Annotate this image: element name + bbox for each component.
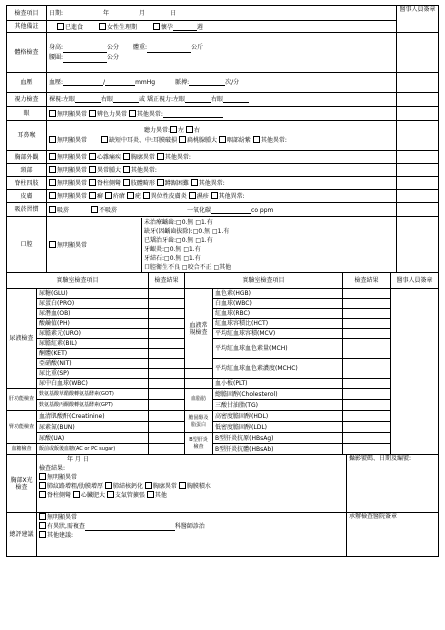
chest-row bbox=[47, 151, 397, 164]
xray-opt-checkbox[interactable] bbox=[107, 491, 114, 498]
urine-item: 酮體(KET) bbox=[37, 349, 149, 359]
chest-abnormal-checkbox[interactable] bbox=[123, 153, 130, 160]
hep-group: B型肝炎檢查 bbox=[185, 433, 213, 455]
neck-other-label: 其他異常: bbox=[130, 167, 157, 174]
waist-unit: 公分 bbox=[107, 53, 120, 61]
ua-result[interactable] bbox=[149, 433, 185, 444]
ent-row bbox=[47, 121, 397, 151]
hdl-item: 高密度膽固醇(HDL) bbox=[213, 411, 343, 422]
summary-item: 總評建議 bbox=[7, 513, 37, 557]
lab-header-2: 實驗室檢查項目 bbox=[185, 273, 343, 289]
other-notes-label: 其他備註 bbox=[7, 21, 47, 33]
spine-normal-checkbox[interactable] bbox=[49, 179, 56, 186]
spine-other-checkbox[interactable] bbox=[191, 179, 198, 186]
tg-result[interactable] bbox=[343, 400, 391, 411]
tg-item: 三酸甘油脂(TG) bbox=[213, 400, 343, 411]
ent-normal-label: 無明顯異常 bbox=[57, 136, 88, 144]
tonsil-label: 扁桃腺腫大 bbox=[186, 136, 217, 144]
bp-row bbox=[47, 73, 397, 93]
urine-result[interactable] bbox=[149, 319, 185, 329]
spine-other-label: 其他異常: bbox=[198, 180, 225, 187]
co-unit: co ppm bbox=[251, 206, 274, 214]
naked-right-label: 右眼 bbox=[101, 96, 114, 103]
summary-opt-label: 其他建議: bbox=[47, 532, 74, 539]
urine-item: 尿中白血球(WBC) bbox=[37, 379, 149, 389]
hbsag-result[interactable] bbox=[343, 433, 391, 444]
urine-item: 尿蛋白(PRO) bbox=[37, 299, 149, 309]
smokes-label: 吸菸 bbox=[57, 206, 70, 214]
xray-opt-checkbox[interactable] bbox=[73, 491, 80, 498]
period-label: 女性生理期 bbox=[106, 23, 137, 31]
chest-normal-label: 無明顯異常 bbox=[57, 154, 88, 161]
blood-result[interactable] bbox=[343, 339, 391, 359]
summary-recheck-checkbox[interactable] bbox=[39, 522, 46, 529]
hearing-label: 聽力異常: bbox=[144, 126, 171, 134]
naked-left-label: 裸視:左眼 bbox=[49, 96, 76, 103]
xray-opt-checkbox[interactable] bbox=[147, 491, 154, 498]
ldl-item: 低密度膽固醇(LDL) bbox=[213, 422, 343, 433]
summary-other-checkbox[interactable] bbox=[39, 531, 46, 538]
blood-result[interactable] bbox=[343, 299, 391, 309]
blood-result[interactable] bbox=[343, 379, 391, 389]
xray-opt-label: 心臟肥大 bbox=[80, 492, 105, 499]
other-notes-row bbox=[47, 21, 397, 33]
urine-item: 尿糖(GLU) bbox=[37, 289, 149, 299]
color-blind-label: 辨色力異常 bbox=[96, 110, 127, 118]
period-checkbox[interactable] bbox=[99, 23, 106, 30]
got-item: 麩氨基酸草醋酸轉氨基酵素(GOT) bbox=[37, 389, 149, 400]
month-label: 月 bbox=[139, 9, 146, 17]
hearing-right-checkbox[interactable] bbox=[186, 126, 193, 133]
xray-opt-label: 其他 bbox=[154, 492, 167, 499]
blood-item: 血色素(HGB) bbox=[213, 289, 343, 299]
neck-normal-label: 無明顯異常 bbox=[57, 167, 88, 174]
weight-unit: 公斤 bbox=[191, 43, 204, 51]
oral-line: 缺牙(因齲齒拔除):□0.無 □1.有 bbox=[144, 227, 230, 235]
urine-item: 酸鹼值(PH) bbox=[37, 319, 149, 329]
staff-sign-header-2: 醫事人員簽章 bbox=[391, 273, 439, 289]
lab-result-header-2: 檢查結果 bbox=[343, 273, 391, 289]
atopic-label: 異位性皮膚炎 bbox=[150, 193, 187, 200]
pulse-unit: 次/分 bbox=[225, 79, 240, 86]
vision-item: 視力檢查 bbox=[7, 93, 47, 107]
xray-opt-label: 胸廓異常 bbox=[152, 483, 177, 490]
otitis-label: 缺短中耳炎、中:耳膜破損 bbox=[109, 136, 178, 144]
urine-result[interactable] bbox=[149, 289, 185, 299]
blood-item: 平均紅血球血色素量(MCH) bbox=[213, 339, 343, 359]
film-no: 攝影號碼、日期及編號: bbox=[347, 455, 439, 513]
liver-group: 肝功能檢查 bbox=[7, 389, 37, 411]
lipoprotein-group: 膽固醇及脂蛋白 bbox=[185, 411, 213, 433]
blood-result[interactable] bbox=[343, 289, 391, 299]
blood-group: 血液常規檢查 bbox=[185, 289, 213, 369]
gpt-item: 麩氨基酸丙酮酸轉氨基酵素(GPT) bbox=[37, 400, 149, 411]
oral-normal-checkbox[interactable] bbox=[49, 241, 56, 248]
day-label: 日 bbox=[170, 9, 177, 17]
blood-item: 平均紅血球血色素濃度(MCHC) bbox=[213, 359, 343, 379]
eye-row bbox=[47, 107, 397, 121]
blood-item: 血小板(PLT) bbox=[213, 379, 343, 389]
xray-normal-checkbox[interactable] bbox=[39, 473, 46, 480]
oral-line: 已矯治牙齒:□0.無 □1.有 bbox=[144, 236, 213, 244]
hives-label: 濕疹 bbox=[196, 193, 209, 200]
health-exam-form bbox=[6, 5, 438, 618]
murmur-checkbox[interactable] bbox=[89, 153, 96, 160]
hives-checkbox[interactable] bbox=[189, 192, 196, 199]
eye-normal-label: 無明顯異常 bbox=[57, 110, 88, 118]
murmur-label: 心雜痛疾 bbox=[96, 154, 121, 161]
urine-result[interactable] bbox=[149, 359, 185, 369]
limbs-label: 肢體畸形 bbox=[130, 180, 155, 187]
no-smoke-checkbox[interactable] bbox=[91, 206, 98, 213]
atopic-checkbox[interactable] bbox=[143, 192, 150, 199]
joints-checkbox[interactable] bbox=[157, 179, 164, 186]
urine-result[interactable] bbox=[149, 379, 185, 389]
smokes-checkbox[interactable] bbox=[49, 206, 56, 213]
staff-sign-header: 醫事人員簽章 bbox=[397, 6, 439, 33]
weeks-label: 週 bbox=[196, 23, 203, 31]
blood-item: 紅血球(RBC) bbox=[213, 309, 343, 319]
blood-item: 白血球(WBC) bbox=[213, 299, 343, 309]
lab-sign-area[interactable] bbox=[391, 289, 439, 455]
ent-other-checkbox[interactable] bbox=[253, 136, 260, 143]
chol-item: 總膽固醇(Cholesterol) bbox=[213, 389, 343, 400]
bun-result[interactable] bbox=[149, 422, 185, 433]
xray-opt-checkbox[interactable] bbox=[145, 482, 152, 489]
urine-result[interactable] bbox=[149, 369, 185, 379]
no-smoke-label: 不吸菸 bbox=[99, 206, 118, 214]
summary-row bbox=[37, 513, 347, 557]
skin-item: 皮膚 bbox=[7, 190, 47, 203]
oral-item: 口腔 bbox=[7, 217, 47, 273]
corrected-right-field[interactable] bbox=[223, 96, 249, 103]
summary-opt-label: 有異狀,需複查 bbox=[47, 523, 85, 530]
oral-line: 牙結石:□0.無 □1.有 bbox=[144, 254, 201, 262]
creat-item: 血清肌酸酐(Creatinine) bbox=[37, 411, 149, 422]
bp-item: 血壓 bbox=[7, 73, 47, 93]
oral-details bbox=[141, 218, 231, 272]
ac-item: 飯前或飯後血糖(AC or PC sugar) bbox=[37, 444, 149, 455]
tonsil-checkbox[interactable] bbox=[179, 136, 186, 143]
xray-opt-label: 脊柱側彎 bbox=[47, 492, 72, 499]
oral-line: 牙齦炎:□0.無 □1.有 bbox=[144, 245, 201, 253]
skin-normal-checkbox[interactable] bbox=[49, 192, 56, 199]
bp-label: 血壓: bbox=[49, 79, 64, 86]
thyroid-label: 異常腫大 bbox=[96, 167, 121, 174]
naked-right-field[interactable] bbox=[113, 96, 139, 103]
joints-label: 蹲踞困難 bbox=[164, 180, 189, 187]
eczema-label: 疥瘡 bbox=[112, 193, 125, 200]
scoliosis-label: 脊柱側彎 bbox=[96, 180, 121, 187]
xray-normal-label: 無明顯異常 bbox=[47, 474, 78, 481]
got-result[interactable] bbox=[149, 389, 185, 400]
oral-line: 口腔衛生不良 □咬合不正 □其他 bbox=[144, 263, 232, 271]
bp-slash: / bbox=[103, 79, 106, 86]
urine-result[interactable] bbox=[149, 299, 185, 309]
eye-other-field[interactable] bbox=[163, 111, 223, 118]
year-label: 年 bbox=[103, 9, 110, 17]
ua-item: 尿酸(UA) bbox=[37, 433, 149, 444]
pharyngitis-checkbox[interactable] bbox=[219, 136, 226, 143]
co-field[interactable] bbox=[211, 207, 251, 214]
xray-opt-label: 胸膜積水 bbox=[186, 483, 211, 490]
clinic-field[interactable] bbox=[85, 524, 175, 531]
hdl-result[interactable] bbox=[343, 411, 391, 422]
hearing-right-label: 右 bbox=[193, 126, 200, 134]
height-unit: 公分 bbox=[107, 43, 120, 51]
ac-result[interactable] bbox=[149, 444, 185, 455]
smoking-item: 吸菸習慣 bbox=[7, 203, 47, 217]
waist-label: 腰圍: bbox=[49, 53, 64, 61]
ent-normal-checkbox[interactable] bbox=[49, 136, 56, 143]
spine-item: 脊柱四肢 bbox=[7, 177, 47, 190]
bp-systolic-field[interactable] bbox=[63, 79, 106, 86]
urine-result[interactable] bbox=[149, 329, 185, 339]
body-exam-label: 體格檢查 bbox=[7, 33, 47, 73]
smoking-row bbox=[47, 203, 397, 217]
oral-line: 未治療齲齒:□0.無 □1.有 bbox=[144, 218, 213, 226]
sugar-group: 血糖檢查 bbox=[7, 444, 37, 455]
creat-result[interactable] bbox=[149, 411, 185, 422]
eye-normal-checkbox[interactable] bbox=[49, 110, 56, 117]
otitis-checkbox[interactable] bbox=[101, 136, 108, 143]
xray-opt-label: 肺結核鈣化 bbox=[112, 483, 143, 490]
scoliosis-checkbox[interactable] bbox=[89, 179, 96, 186]
blood-item: 紅血球容積比(HCT) bbox=[213, 319, 343, 329]
skin-row bbox=[47, 190, 397, 203]
xray-opt-label: 肺紋路增粗/肋膜增厚 bbox=[47, 483, 104, 490]
kidney-group: 腎功能檢查 bbox=[7, 411, 37, 444]
hearing-left-label: 左 bbox=[178, 126, 185, 134]
skin-normal-label: 無明顯異常 bbox=[57, 193, 88, 200]
blood-result[interactable] bbox=[343, 359, 391, 379]
pulse-field[interactable] bbox=[189, 79, 225, 86]
oral-normal-label: 無明顯異常 bbox=[57, 241, 88, 249]
body-exam-fields bbox=[47, 33, 397, 73]
blood-group-spacer bbox=[185, 369, 213, 379]
urine-item: 尿膽素元(URO) bbox=[37, 329, 149, 339]
urine-item: 尿潛血(OB) bbox=[37, 309, 149, 319]
scabies-checkbox[interactable] bbox=[89, 192, 96, 199]
fasted-checkbox[interactable] bbox=[57, 23, 64, 30]
xray-row bbox=[37, 455, 347, 513]
chest-normal-checkbox[interactable] bbox=[49, 153, 56, 160]
antihbs-result[interactable] bbox=[343, 444, 391, 455]
hbsag-item: B型肝炎抗原(HBsAg) bbox=[213, 433, 343, 444]
bp-diastolic-field[interactable] bbox=[105, 79, 135, 86]
urine-result[interactable] bbox=[149, 349, 185, 359]
vision-row bbox=[47, 93, 397, 107]
corrected-left-label: 或 矯正視力:左眼 bbox=[139, 96, 185, 103]
fasted-label: 已進食 bbox=[65, 23, 84, 31]
ent-item: 耳鼻喉 bbox=[7, 121, 47, 151]
item-header: 檢查項目 bbox=[7, 6, 47, 21]
chest-abnormal-label: 胸廓異常 bbox=[130, 154, 155, 161]
eye-other-label: 其他異常: bbox=[136, 110, 163, 118]
eye-other-checkbox[interactable] bbox=[129, 110, 136, 117]
neck-other-checkbox[interactable] bbox=[123, 166, 130, 173]
ldl-result[interactable] bbox=[343, 422, 391, 433]
blood-item: 平均紅血球容積(MCV) bbox=[213, 329, 343, 339]
gpt-result[interactable] bbox=[149, 400, 185, 411]
thyroid-checkbox[interactable] bbox=[89, 166, 96, 173]
spine-normal-label: 無明顯異常 bbox=[57, 180, 88, 187]
waist-field[interactable] bbox=[63, 56, 107, 63]
xray-opt-checkbox[interactable] bbox=[105, 482, 112, 489]
skin-other-label: 其他異常: bbox=[218, 193, 245, 200]
eczema-checkbox[interactable] bbox=[105, 192, 112, 199]
color-blind-checkbox[interactable] bbox=[89, 110, 96, 117]
neck-normal-checkbox[interactable] bbox=[49, 166, 56, 173]
lab-header: 實驗室檢查項目 bbox=[7, 273, 149, 289]
co-label: 一氧化碳 bbox=[187, 206, 212, 214]
hospital-sign: 承辦檢查醫院簽章 bbox=[347, 513, 439, 557]
pregnant-checkbox[interactable] bbox=[153, 23, 160, 30]
xray-opt-checkbox[interactable] bbox=[179, 482, 186, 489]
pharyngitis-label: 咽部紛紫 bbox=[226, 136, 251, 144]
neck-item: 頸部 bbox=[7, 164, 47, 177]
xray-item: 胸部X光檢查 bbox=[7, 455, 37, 513]
weight-label: 體重: bbox=[133, 43, 148, 51]
date-row bbox=[47, 6, 397, 21]
scabies-label: 癬 bbox=[96, 193, 103, 200]
height-label: 身高: bbox=[49, 43, 64, 51]
limbs-checkbox[interactable] bbox=[123, 179, 130, 186]
neck-row bbox=[47, 164, 397, 177]
xray-opt-checkbox[interactable] bbox=[39, 491, 46, 498]
urine-result[interactable] bbox=[149, 339, 185, 349]
urine-group: 尿液檢查 bbox=[7, 289, 37, 389]
xray-result-label: 檢查結果: bbox=[39, 465, 66, 472]
corrected-right-label: 右眼 bbox=[210, 96, 223, 103]
ent-other-label: 其他異常: bbox=[260, 136, 287, 144]
lipid-group: 血脂肪 bbox=[185, 389, 213, 411]
height-field[interactable] bbox=[63, 46, 107, 53]
blood-result[interactable] bbox=[343, 319, 391, 329]
skin-other-checkbox[interactable] bbox=[211, 192, 218, 199]
naked-left-field[interactable] bbox=[75, 96, 101, 103]
urine-item: 亞硝酸(NIT) bbox=[37, 359, 149, 369]
urine-result[interactable] bbox=[149, 309, 185, 319]
bun-item: 尿素氮(BUN) bbox=[37, 422, 149, 433]
oral-row bbox=[47, 217, 397, 273]
date-label: 日期: bbox=[49, 9, 64, 17]
chest-other-label: 其他異常: bbox=[164, 154, 191, 161]
clinic-label: 科醫師診治 bbox=[174, 523, 205, 530]
chest-other-checkbox[interactable] bbox=[157, 153, 164, 160]
chest-item: 胸部外觀 bbox=[7, 151, 47, 164]
urine-item: 尿膽紅素(BIL) bbox=[37, 339, 149, 349]
corrected-left-field[interactable] bbox=[185, 96, 211, 103]
eye-item: 眼 bbox=[7, 107, 47, 121]
xray-opt-label: 支氣管擴張 bbox=[114, 492, 145, 499]
bp-unit: mmHg bbox=[135, 79, 156, 86]
blood-result[interactable] bbox=[343, 329, 391, 339]
hearing-left-checkbox[interactable] bbox=[170, 126, 177, 133]
antihbs-item: B型肝炎抗體(HBsAb) bbox=[213, 444, 343, 455]
xray-date: 年 月 日 bbox=[67, 456, 89, 463]
chol-result[interactable] bbox=[343, 389, 391, 400]
summary-normal-checkbox[interactable] bbox=[39, 513, 46, 520]
pregnant-label: 懷孕 bbox=[160, 23, 173, 31]
spine-row bbox=[47, 177, 397, 190]
warts-label: 疣 bbox=[134, 193, 141, 200]
blood-result[interactable] bbox=[343, 309, 391, 319]
weeks-field[interactable] bbox=[173, 24, 197, 31]
weight-field[interactable] bbox=[147, 46, 191, 53]
summary-opt-label: 無明顯異常 bbox=[47, 514, 78, 521]
lab-result-header: 檢查結果 bbox=[149, 273, 185, 289]
urine-item: 尿比重(SP) bbox=[37, 369, 149, 379]
pulse-label: 脈搏: bbox=[175, 79, 190, 86]
warts-checkbox[interactable] bbox=[127, 192, 134, 199]
xray-opt-checkbox[interactable] bbox=[39, 482, 46, 489]
